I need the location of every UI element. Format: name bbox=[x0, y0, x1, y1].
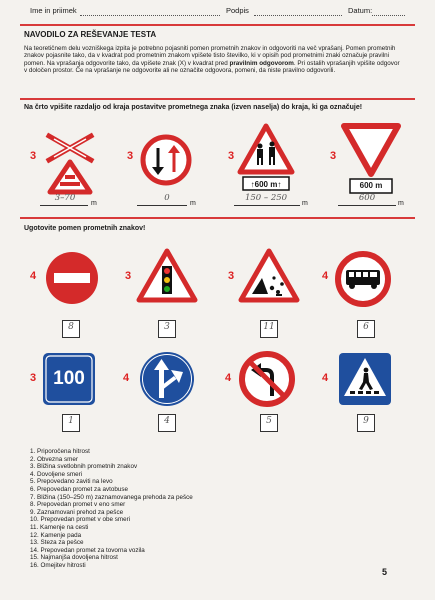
level-crossing-sign bbox=[40, 130, 100, 196]
instructions-emphasis: pravilnim odgovorom bbox=[229, 59, 294, 67]
meaning-item: 12. Kamenje pada bbox=[30, 531, 82, 539]
sign-points-3: 3 bbox=[228, 270, 235, 282]
box-answer-2: 3 bbox=[164, 322, 170, 332]
meaning-item: 6. Prepovedan promet za avtobuse bbox=[30, 485, 129, 493]
unit-2: m bbox=[190, 200, 196, 207]
meaning-item: 8. Prepovedan promet v eno smer bbox=[30, 501, 126, 509]
meaning-item: 11. Kamenje na cesti bbox=[30, 523, 89, 531]
answer-line-4[interactable] bbox=[338, 205, 396, 206]
header-fields bbox=[30, 6, 405, 20]
sign-points-2: 3 bbox=[125, 270, 132, 282]
date-label: Datum: bbox=[348, 6, 373, 15]
date-line[interactable] bbox=[372, 15, 405, 16]
traffic-light-warning-sign bbox=[136, 248, 198, 306]
box-answer-8: 9 bbox=[363, 416, 369, 426]
header-divider bbox=[20, 24, 415, 26]
no-entry-sign bbox=[44, 250, 100, 306]
meaning-item: 1. Priporočena hitrost bbox=[30, 448, 90, 455]
name-line[interactable] bbox=[80, 15, 220, 16]
meaning-item: 9. Zaznamovani prehod za pešce bbox=[30, 508, 124, 516]
meaning-item: 13. Steza za pešce bbox=[30, 539, 84, 547]
sign-points-7: 4 bbox=[225, 372, 232, 384]
meanings-list bbox=[30, 448, 193, 570]
meaning-item: 2. Obvezna smer bbox=[30, 455, 78, 463]
answer-line-2[interactable] bbox=[137, 205, 187, 206]
meaning-item: 5. Prepovedano zaviti na levo bbox=[30, 478, 113, 486]
unit-3: m bbox=[302, 200, 308, 207]
meaning-item: 16. Omejitev hitrosti bbox=[30, 561, 86, 569]
box-answer-7: 5 bbox=[266, 416, 272, 426]
meaning-item: 15. Najmanjša dovoljena hitrost bbox=[30, 554, 118, 562]
sign-points-1: 4 bbox=[30, 270, 37, 282]
answer-line-3[interactable] bbox=[234, 205, 300, 206]
children-warning-sign bbox=[236, 122, 296, 194]
meaning-item: 10. Prepovedan promet v obe smeri bbox=[30, 516, 131, 524]
points-4: 3 bbox=[330, 150, 337, 162]
sign-points-4: 4 bbox=[322, 270, 329, 282]
speed-limit-value: 100 bbox=[53, 368, 85, 389]
box-answer-5: 1 bbox=[68, 416, 74, 426]
name-label: Ime in priimek bbox=[30, 6, 77, 15]
points-3: 3 bbox=[228, 150, 235, 162]
page-number: 5 bbox=[382, 567, 388, 577]
answer-1: 3–70 bbox=[54, 193, 76, 203]
section1-question: Na črto vpišite razdaljo od kraja postavitve prometnega znaka (izven naselja) do kraja, ki ga označuje! bbox=[24, 104, 363, 111]
straight-or-right-sign bbox=[138, 350, 196, 408]
section2-question: Ugotovite pomen prometnih znakov! bbox=[24, 225, 146, 232]
answer-4: 600 bbox=[358, 193, 376, 203]
meaning-item: 3. Bližina svetlobnih prometnih znakov bbox=[30, 463, 138, 471]
box-answer-4: 6 bbox=[363, 322, 369, 332]
unit-1: m bbox=[91, 200, 97, 207]
box-answer-1: 8 bbox=[68, 322, 74, 332]
unit-4: m bbox=[398, 200, 404, 207]
answer-2: 0 bbox=[164, 193, 170, 203]
distance-plate-arrows: ↑600 m↑ bbox=[250, 180, 282, 189]
distance-plate: 600 m bbox=[359, 181, 383, 190]
answer-line-1[interactable] bbox=[40, 205, 88, 206]
box-answer-6: 4 bbox=[164, 416, 170, 426]
meaning-item: 4. Dovoljene smeri bbox=[30, 470, 83, 478]
answer-3: 150 – 250 bbox=[244, 193, 288, 203]
points-2: 3 bbox=[127, 150, 134, 162]
no-left-turn-sign bbox=[238, 350, 296, 408]
section-divider-2 bbox=[20, 217, 415, 219]
sign-points-6: 4 bbox=[123, 372, 130, 384]
sign-points-5: 3 bbox=[30, 372, 37, 384]
falling-rocks-warning-sign bbox=[238, 248, 300, 306]
box-answer-3: 11 bbox=[263, 322, 275, 332]
meaning-item: 14. Prepovedan promet za tovorna vozila bbox=[30, 546, 145, 554]
no-buses-sign bbox=[334, 250, 392, 308]
signature-line[interactable] bbox=[254, 15, 342, 16]
instructions-text: Na teoretičnem delu vozniškega izpita je potrebno pojasniti pomen prometnih znakov in odgovoriti na več vprašanj. Pomen prometnih znakov pojasnite tako, da v kvadrat pod prometnim znakom vpišete tisto številko, ki v opisih pod prometnimi znaki označuje pravilni pomen. Na vprašanja odgovorite tako, da vpišete znak (X) v kvadrat pred pravilnim odgovorom. Pri ostalih vprašanjih vpišite odgovor v določen prostor. Če na vprašanje ne odgovorite ali ne označite odgovora, pomeni, da niste pravilno odgovorili. bbox=[24, 45, 400, 75]
oncoming-priority-sign bbox=[140, 134, 192, 186]
points-1: 3 bbox=[30, 150, 37, 162]
sign-points-8: 4 bbox=[322, 372, 329, 384]
meaning-item: 7. Bližina (150–250 m) zaznamovanega prehoda za pešce bbox=[30, 493, 193, 501]
section-divider-1 bbox=[20, 98, 415, 100]
instructions-title: NAVODILO ZA REŠEVANJE TESTA bbox=[24, 30, 157, 39]
signature-label: Podpis bbox=[226, 6, 249, 15]
pedestrian-crossing-sign bbox=[338, 352, 392, 406]
